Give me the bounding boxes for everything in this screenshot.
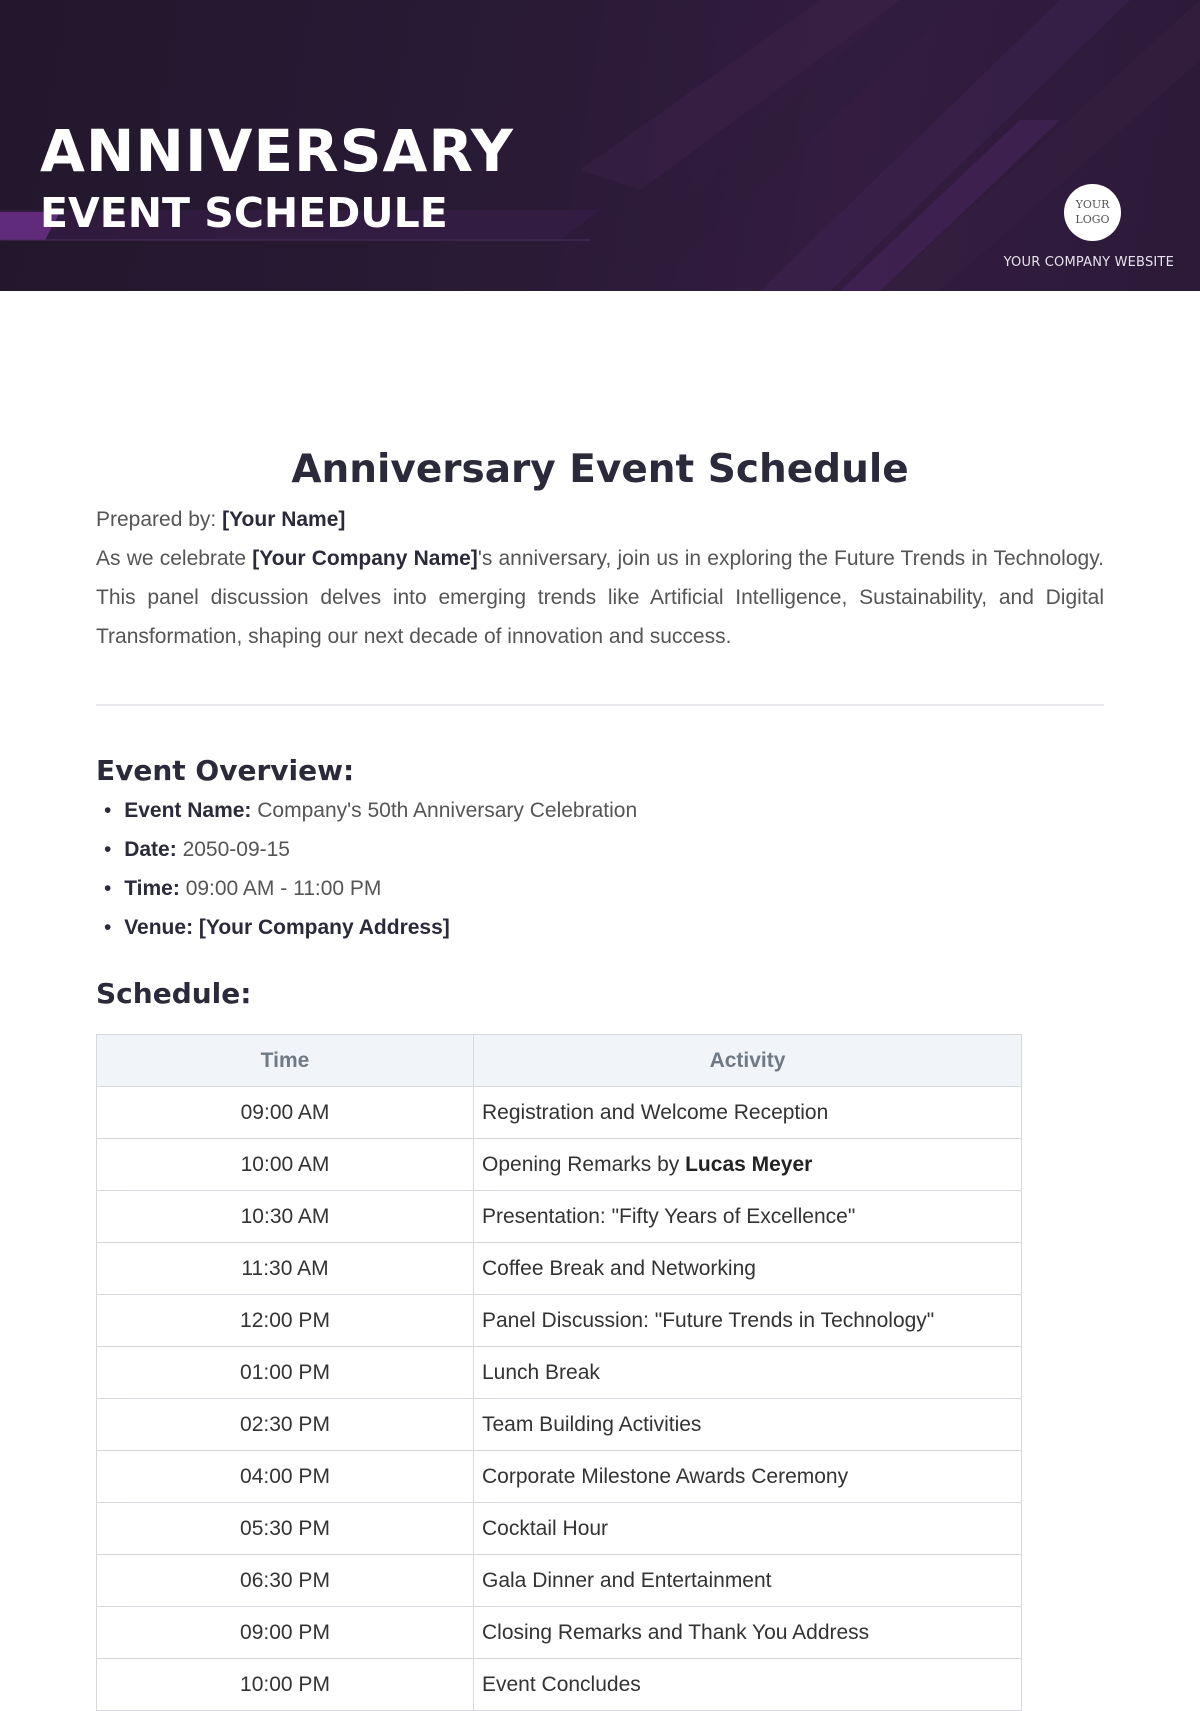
overview-label: Venue: (124, 916, 194, 939)
time-cell: 11:30 AM (97, 1243, 474, 1295)
prepared-label: Prepared by: (96, 508, 217, 531)
activity-cell: Presentation: "Fifty Years of Excellence" (474, 1191, 1022, 1243)
intro-rest: 's anniversary, join us in exploring the Future Trends in Technology. This panel discussion delves into emerging trends like Artificial Intelligence, Sustainability, and Digital Transformation, shaping our next decade of innovation and success. (96, 547, 1104, 648)
time-cell: 01:00 PM (97, 1347, 474, 1399)
table-row (97, 1451, 1022, 1503)
company-logo (1064, 184, 1121, 241)
logo-text-line2: LOGO (1075, 212, 1110, 226)
time-cell: 09:00 PM (97, 1607, 474, 1659)
overview-list (96, 791, 1104, 947)
overview-value: 2050-09-15 (182, 838, 290, 861)
overview-item-event-name (96, 791, 1104, 830)
activity-cell: Team Building Activities (474, 1399, 1022, 1451)
time-cell: 10:00 PM (97, 1659, 474, 1711)
table-row (97, 1347, 1022, 1399)
table-row (97, 1191, 1022, 1243)
column-header-activity: Activity (474, 1035, 1022, 1087)
schedule-table (96, 1034, 1022, 1711)
prepared-value: [Your Name] (222, 508, 346, 531)
header-banner (0, 0, 1200, 291)
table-row (97, 1607, 1022, 1659)
activity-cell: Gala Dinner and Entertainment (474, 1555, 1022, 1607)
document-body (96, 440, 1104, 1711)
intro-company: [Your Company Name] (252, 547, 478, 570)
intro-prefix: As we celebrate (96, 547, 247, 570)
overview-item-time (96, 869, 1104, 908)
banner-subtitle: EVENT SCHEDULE (40, 189, 448, 237)
table-row (97, 1555, 1022, 1607)
overview-value: Company's 50th Anniversary Celebration (257, 799, 638, 822)
time-cell: 10:00 AM (97, 1139, 474, 1191)
activity-text: Opening Remarks by (482, 1152, 680, 1176)
overview-heading: Event Overview: (96, 754, 355, 787)
time-cell: 12:00 PM (97, 1295, 474, 1347)
activity-cell: Panel Discussion: "Future Trends in Technology" (474, 1295, 1022, 1347)
prepared-by (96, 500, 1104, 539)
activity-cell (474, 1139, 1022, 1191)
section-divider (96, 704, 1104, 706)
table-row (97, 1087, 1022, 1139)
time-cell: 10:30 AM (97, 1191, 474, 1243)
page-title: Anniversary Event Schedule (291, 447, 909, 492)
overview-value: [Your Company Address] (198, 916, 450, 939)
table-row (97, 1399, 1022, 1451)
table-row (97, 1503, 1022, 1555)
table-row (97, 1243, 1022, 1295)
overview-label: Date: (124, 838, 177, 861)
overview-item-date (96, 830, 1104, 869)
activity-cell: Corporate Milestone Awards Ceremony (474, 1451, 1022, 1503)
schedule-heading: Schedule: (96, 977, 252, 1010)
table-row (97, 1659, 1022, 1711)
table-row (97, 1295, 1022, 1347)
time-cell: 02:30 PM (97, 1399, 474, 1451)
time-cell: 09:00 AM (97, 1087, 474, 1139)
company-website: YOUR COMPANY WEBSITE (1003, 255, 1174, 270)
overview-item-venue (96, 908, 1104, 947)
activity-cell: Coffee Break and Networking (474, 1243, 1022, 1295)
speaker-name: Lucas Meyer (685, 1152, 813, 1176)
activity-cell: Registration and Welcome Reception (474, 1087, 1022, 1139)
activity-cell: Lunch Break (474, 1347, 1022, 1399)
activity-cell: Cocktail Hour (474, 1503, 1022, 1555)
activity-cell: Closing Remarks and Thank You Address (474, 1607, 1022, 1659)
overview-value: 09:00 AM - 11:00 PM (185, 877, 382, 900)
overview-label: Event Name: (124, 799, 252, 822)
time-cell: 04:00 PM (97, 1451, 474, 1503)
column-header-time: Time (97, 1035, 474, 1087)
activity-cell: Event Concludes (474, 1659, 1022, 1711)
time-cell: 05:30 PM (97, 1503, 474, 1555)
table-header-row (97, 1035, 1022, 1087)
overview-label: Time: (124, 877, 180, 900)
banner-title: ANNIVERSARY (40, 117, 514, 185)
intro-paragraph (96, 539, 1104, 656)
table-row (97, 1139, 1022, 1191)
time-cell: 06:30 PM (97, 1555, 474, 1607)
logo-text-line1: YOUR (1075, 197, 1110, 211)
